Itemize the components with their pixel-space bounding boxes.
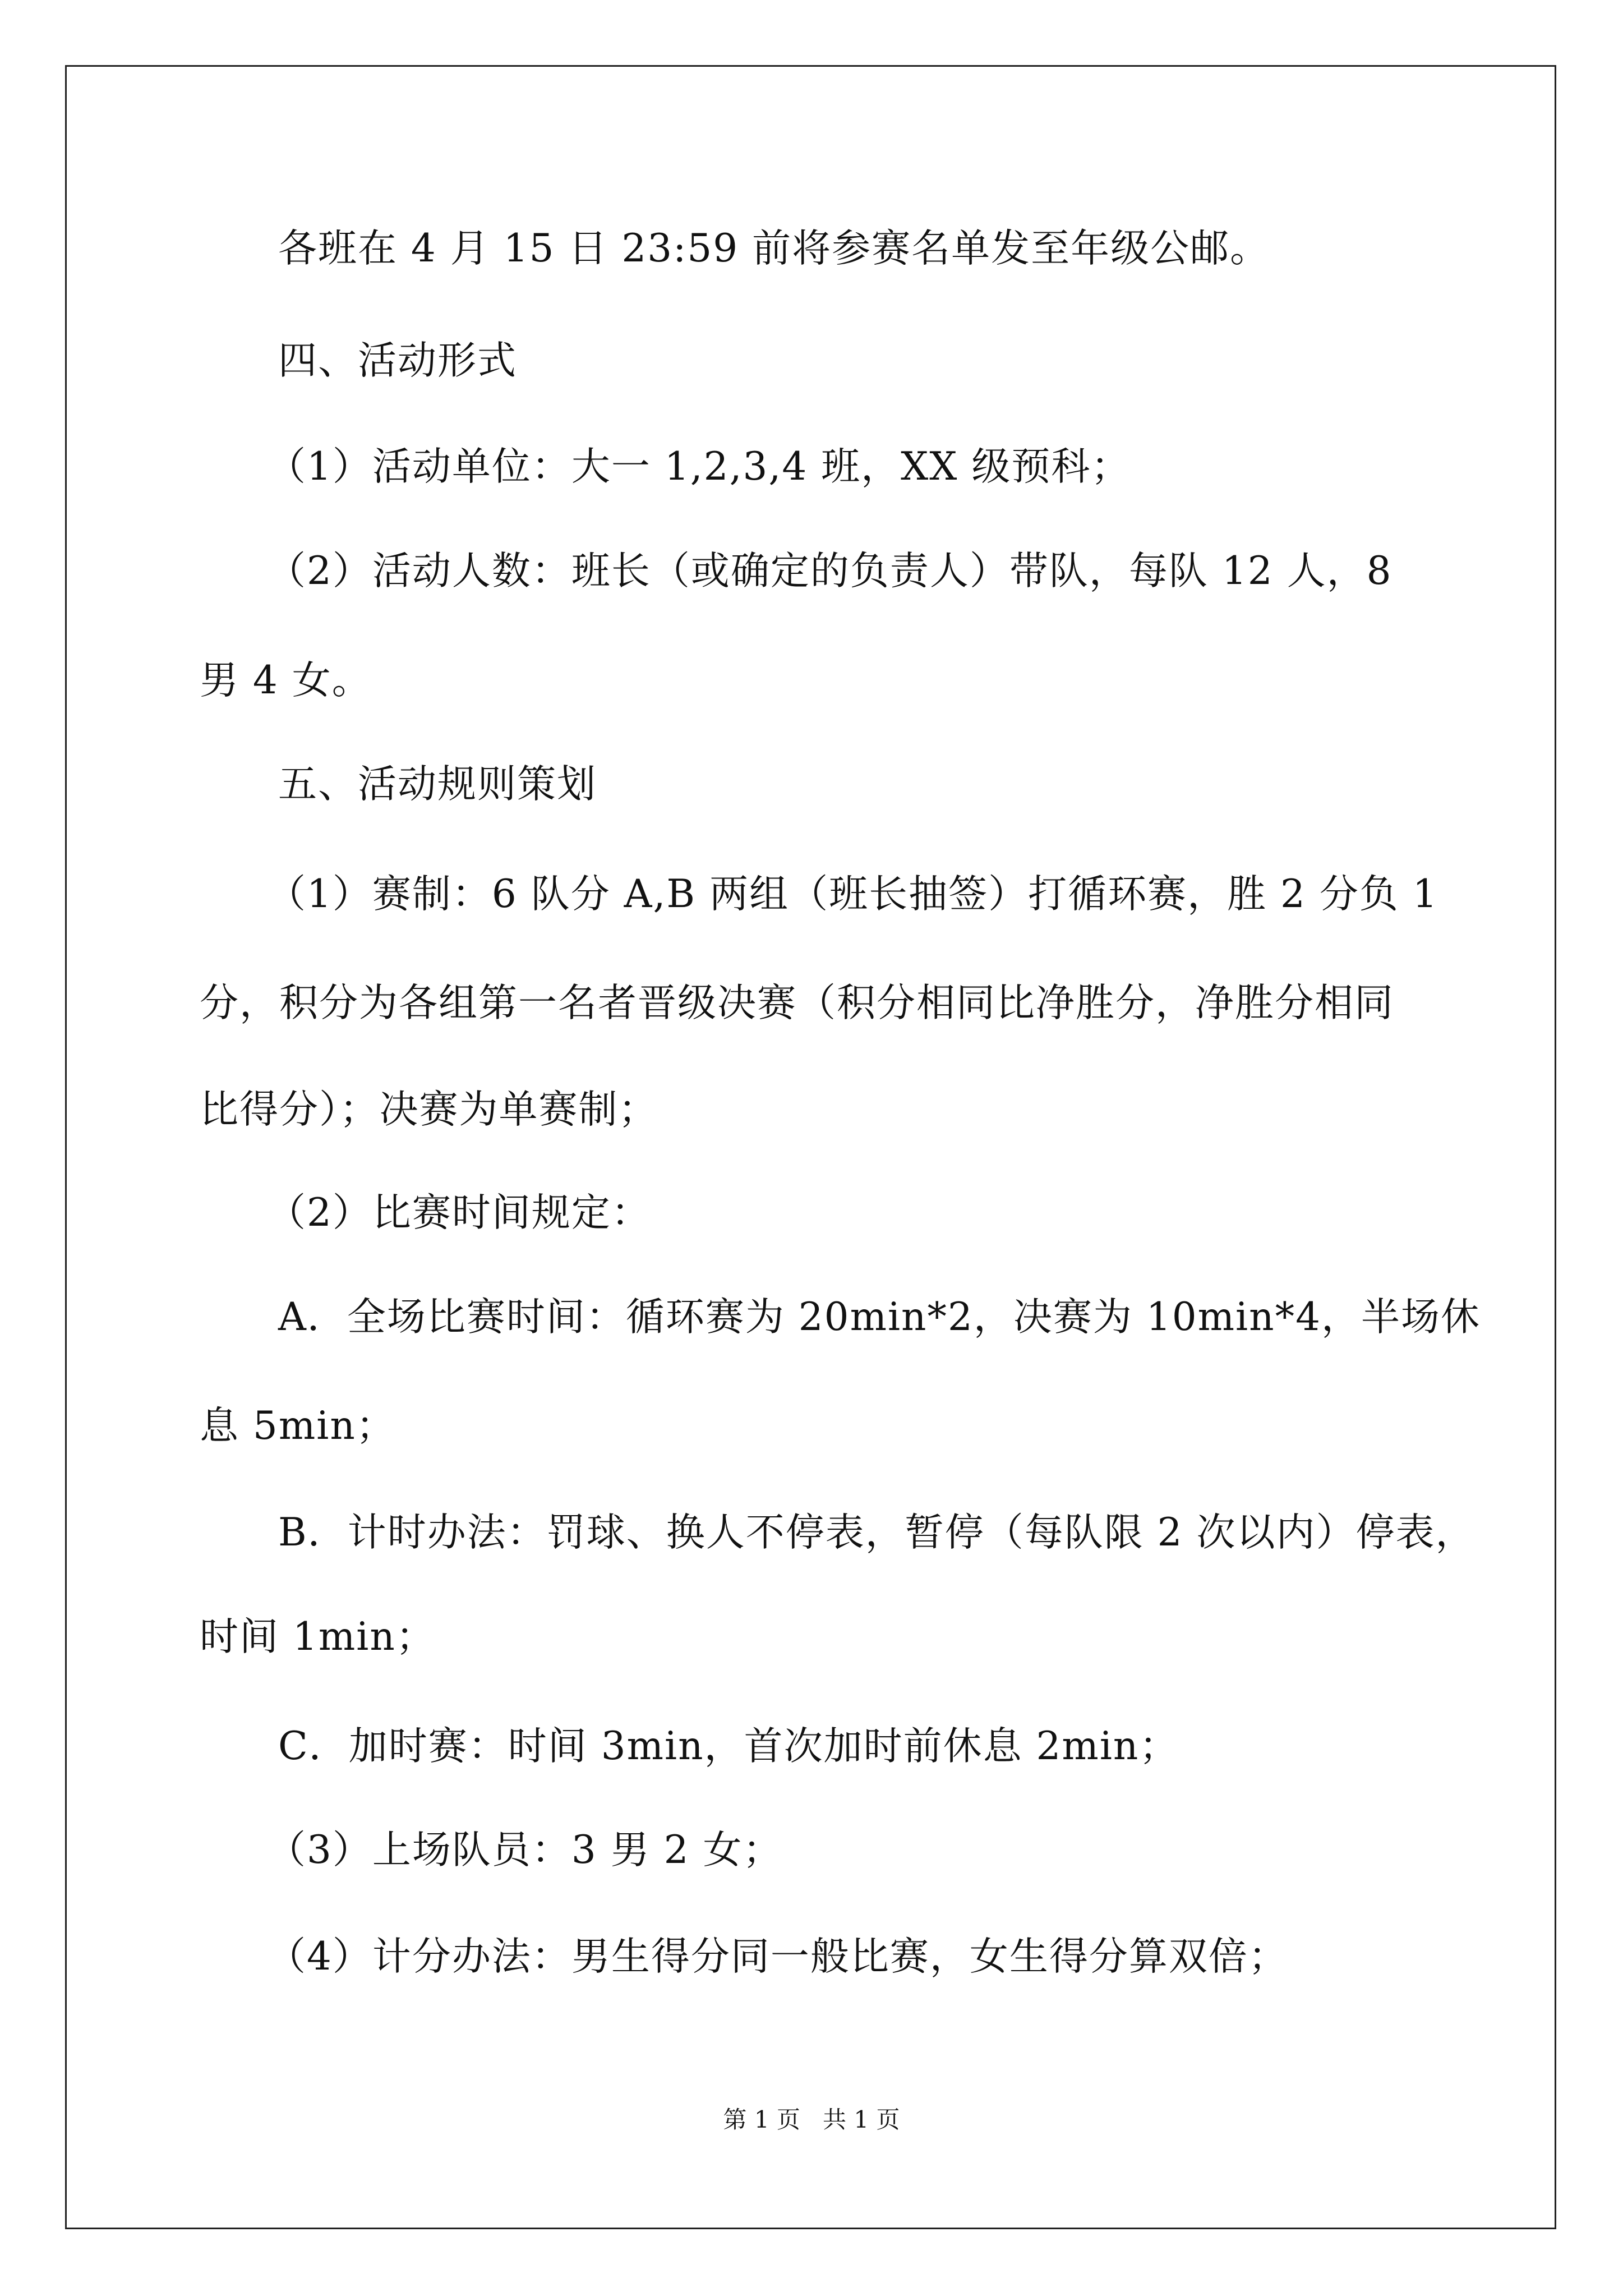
text-line: （1）活动单位：大一 1,2,3,4 班，XX 级预科； bbox=[267, 444, 1131, 489]
section-heading: 五、活动规则策划 bbox=[278, 762, 597, 807]
section-heading: 四、活动形式 bbox=[278, 338, 517, 383]
text-line: A．全场比赛时间：循环赛为 20min*2，决赛为 10min*4，半场休 bbox=[278, 1295, 1481, 1340]
page-footer: 第 1 页 共 1 页 bbox=[723, 2106, 900, 2133]
text-line: （2）活动人数：班长（或确定的负责人）带队，每队 12 人，8 bbox=[267, 549, 1393, 593]
text-line: C．加时赛：时间 3min，首次加时前休息 2min； bbox=[278, 1724, 1179, 1769]
page-border bbox=[65, 65, 1556, 2229]
text-line: 息 5min； bbox=[200, 1404, 396, 1448]
text-line: （1）赛制：6 队分 A,B 两组（班长抽签）打循环赛，胜 2 分负 1 bbox=[267, 872, 1438, 917]
text-line: （4）计分办法：男生得分同一般比赛，女生得分算双倍； bbox=[267, 1934, 1288, 1979]
text-line: 比得分）；决赛为单赛制； bbox=[200, 1087, 658, 1132]
text-line: 各班在 4 月 15 日 23:59 前将参赛名单发至年级公邮。 bbox=[278, 226, 1270, 271]
text-line: B．计时办法：罚球、换人不停表，暂停（每队限 2 次以内）停表， bbox=[278, 1510, 1476, 1555]
text-line: 时间 1min； bbox=[200, 1614, 436, 1659]
text-line: 分，积分为各组第一名者晋级决赛（积分相同比净胜分，净胜分相同 bbox=[200, 981, 1394, 1025]
text-line: 男 4 女。 bbox=[200, 658, 372, 703]
text-line: （2）比赛时间规定： bbox=[267, 1190, 651, 1235]
text-line: （3）上场队员：3 男 2 女； bbox=[267, 1828, 783, 1872]
